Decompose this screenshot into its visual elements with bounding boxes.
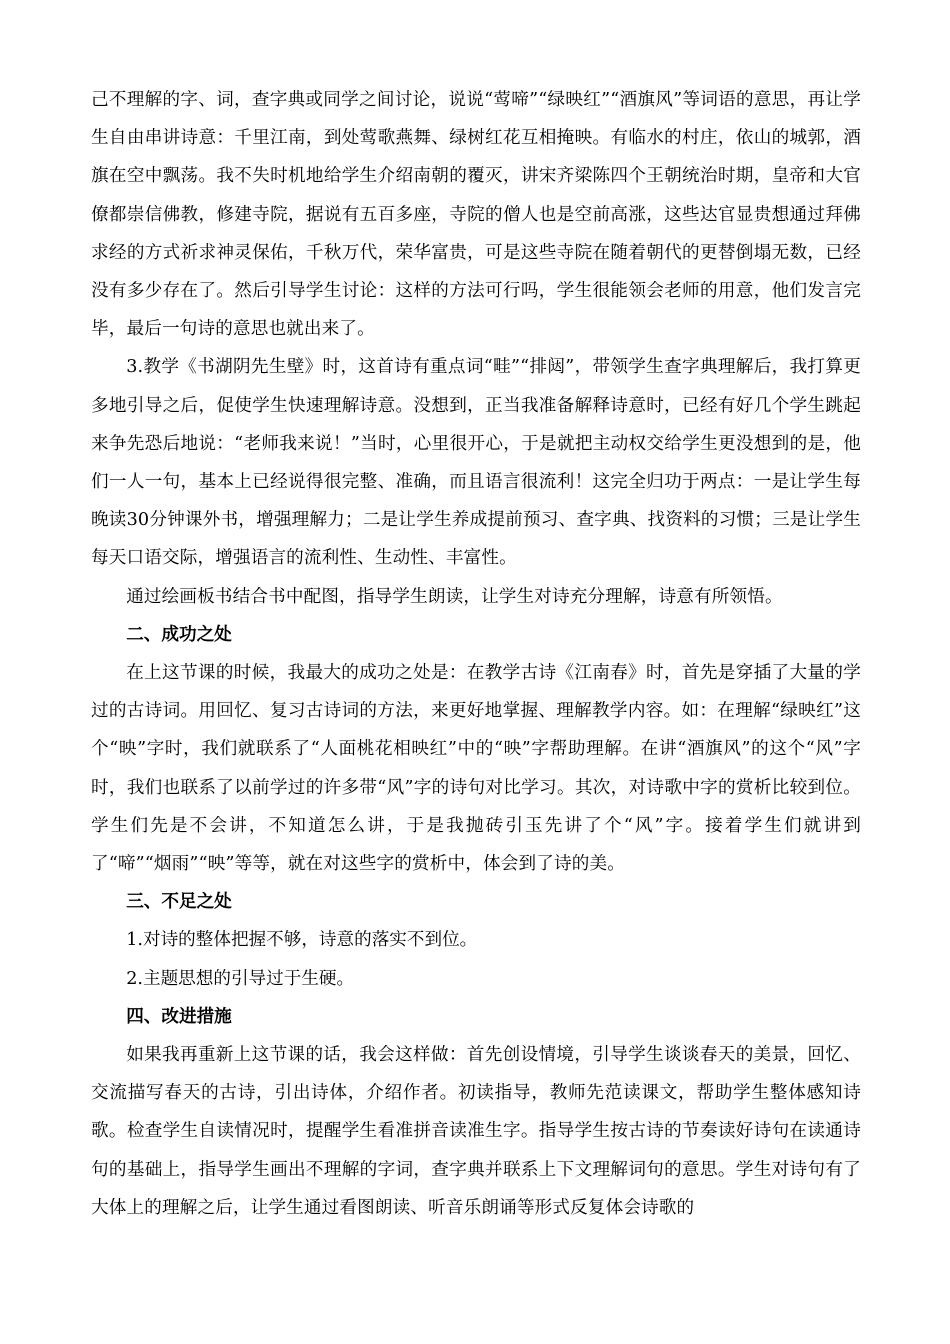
paragraph-success: 在上这节课的时候，我最大的成功之处是：在教学古诗《江南春》时，首先是穿插了大量的学过的古诗词。用回忆、复习古诗词的方法，来更好地掌握、理解教学内容。如：在理解“绿映红”这个“映”字时，我们就联系了“人面桃花相映红”中的“映”字帮助理解。在讲“酒旗风”的这个“风”字时，我们也联系了以前学过的许多带“风”字的诗句对比学习。其次，对诗歌中字的赏析比较到位。学生们先是不会讲，不知道怎么讲，于是我抛砖引玉先讲了个“风”字。接着学生们就讲到了“啼”“烟雨”“映”等等，就在对这些字的赏析中，体会到了诗的美。 [91,663,861,875]
paragraph-drawing: 通过绘画板书结合书中配图，指导学生朗读，让学生对诗充分理解，诗意有所领悟。 [126,586,783,607]
document-page [91,81,861,1227]
heading-success: 二、成功之处 [126,623,232,645]
paragraph-improve: 如果我再重新上这节课的话，我会这样做：首先创设情境，引导学生谈谈春天的美景，回忆、交流描写春天的古诗，引出诗体，介绍作者。初读指导，教师先范读课文，帮助学生整体感知诗歌。检查学生自读情况时，提醒学生看准拼音读准生字。指导学生按古诗的节奏读好诗句在读通诗句的基础上，指导学生画出不理解的字词，查字典并联系上下文理解词句的意思。学生对诗句有了大体上的理解之后，让学生通过看图朗读、听音乐朗诵等形式反复体会诗歌的 [91,1045,861,1218]
shortcoming-item-2: 2.主题思想的引导过于生硬。 [126,968,355,989]
paragraph-continuation: 己不理解的字、词，查字典或同学之间讨论，说说“莺啼”“绿映红”“酒旗风”等词语的意思，再让学生自由串讲诗意：千里江南，到处莺歌燕舞、绿树红花互相掩映。有临水的村庄，依山的城郭，酒旗在空中飘荡。我不失时机地给学生介绍南朝的覆灭，讲宋齐梁陈四个王朝统治时期，皇帝和大官僚都崇信佛教，修建寺院，据说有五百多座，寺院的僧人也是空前高涨，这些达官显贵想通过拜佛求经的方式祈求神灵保佑，千秋万代，荣华富贵，可是这些寺院在随着朝代的更替倒塌无数，已经没有多少存在了。然后引导学生讨论：这样的方法可行吗，学生很能领会老师的用意，他们发言完毕，最后一句诗的意思也就出来了。 [91,90,861,340]
heading-shortcoming: 三、不足之处 [126,891,232,913]
heading-improve: 四、改进措施 [126,1005,232,1027]
paragraph-item-3: 3.教学《书湖阴先生壁》时，这首诗有重点词“畦”“排闼”，带领学生查字典理解后，我打算更多地引导之后，促使学生快速理解诗意。没想到，正当我准备解释诗意时，已经有好几个学生跳起来争先恐后地说：“老师我来说！”当时，心里很开心，于是就把主动权交给学生更没想到的是，他们一人一句，基本上已经说得很完整、准确，而且语言很流利！这完全归功于两点：一是让学生每晚读30分钟课外书，增强理解力；二是让学生养成提前预习、查字典、找资料的习惯；三是让学生每天口语交际，增强语言的流利性、生动性、丰富性。 [91,357,861,569]
shortcoming-item-1: 1.对诗的整体把握不够，诗意的落实不到位。 [126,930,478,951]
